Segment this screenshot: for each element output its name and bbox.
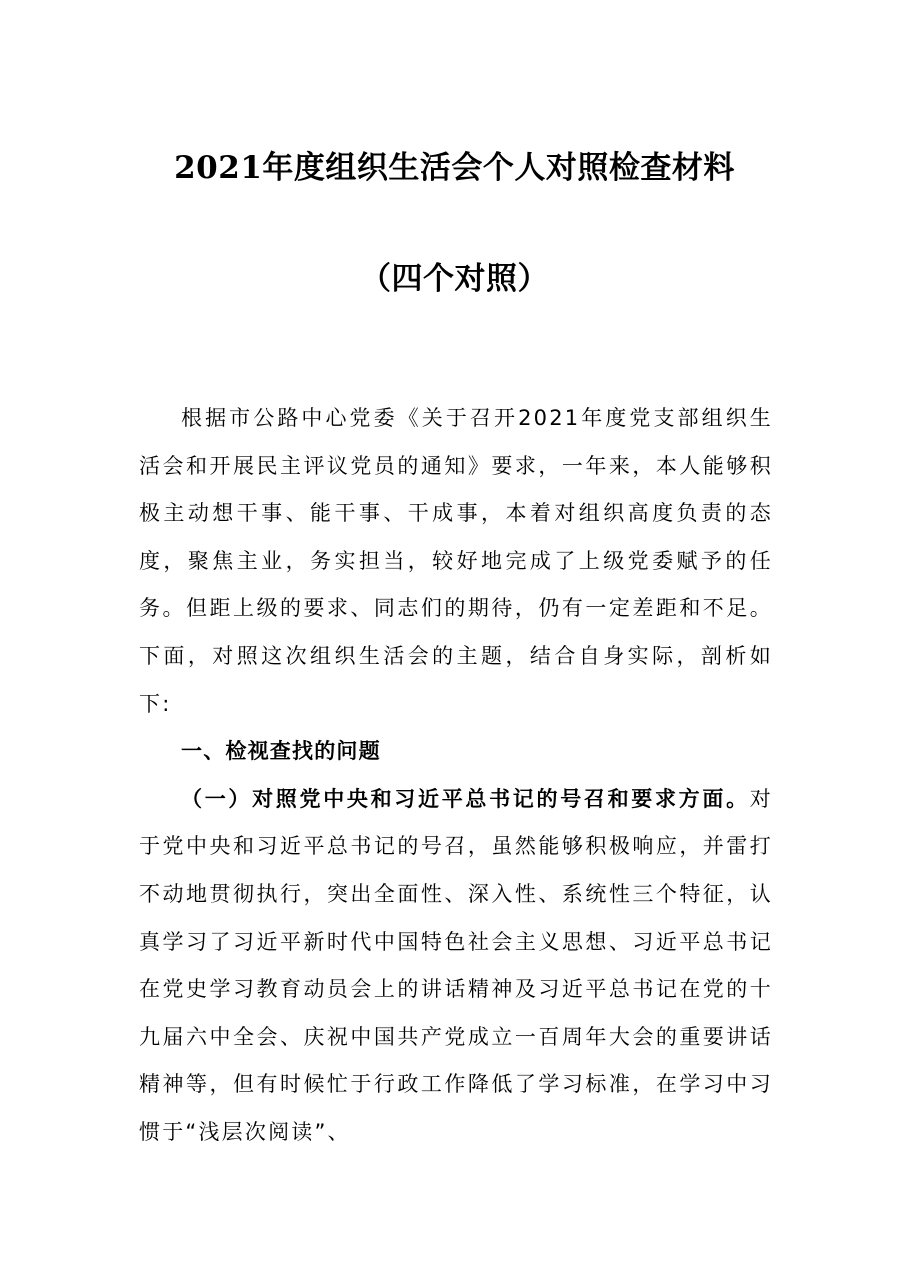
document-body bbox=[139, 395, 773, 1157]
subsection-text: 对于党中央和习近平总书记的号召，虽然能够积极响应，并雷打不动地贯彻执行，突出全面性、深入性、系统性三个特征，认真学习了习近平新时代中国特色社会主义思想、习近平总书记在党史学习教育动员会上的讲话精神及习近平总书记在党的十九届六中全会、庆祝中国共产党成立一百周年大会的重要讲话精神等，但有时候忙于行政工作降低了学习标准，在学习中习惯于“浅层次阅读”、 bbox=[139, 786, 773, 1144]
document-subtitle: （四个对照） bbox=[360, 261, 549, 297]
subsection-heading: （一）对照党中央和习近平总书记的号召和要求方面。 bbox=[181, 786, 750, 811]
section-heading: 一、检视查找的问题 bbox=[181, 739, 381, 764]
subsection-paragraph bbox=[139, 776, 773, 1157]
intro-paragraph: 根据市公路中心党委《关于召开2021年度党支部组织生活会和开展民主评议党员的通知》要求，一年来，本人能够积极主动想干事、能干事、干成事，本着对组织高度负责的态度，聚焦主业，务实担当，较好地完成了上级党委赋予的任务。但距上级的要求、同志们的期待，仍有一定差距和不足。下面，对照这次组织生活会的主题，结合自身实际，剖析如下: bbox=[139, 406, 773, 716]
document-title: 2021年度组织生活会个人对照检查材料 bbox=[174, 150, 735, 186]
